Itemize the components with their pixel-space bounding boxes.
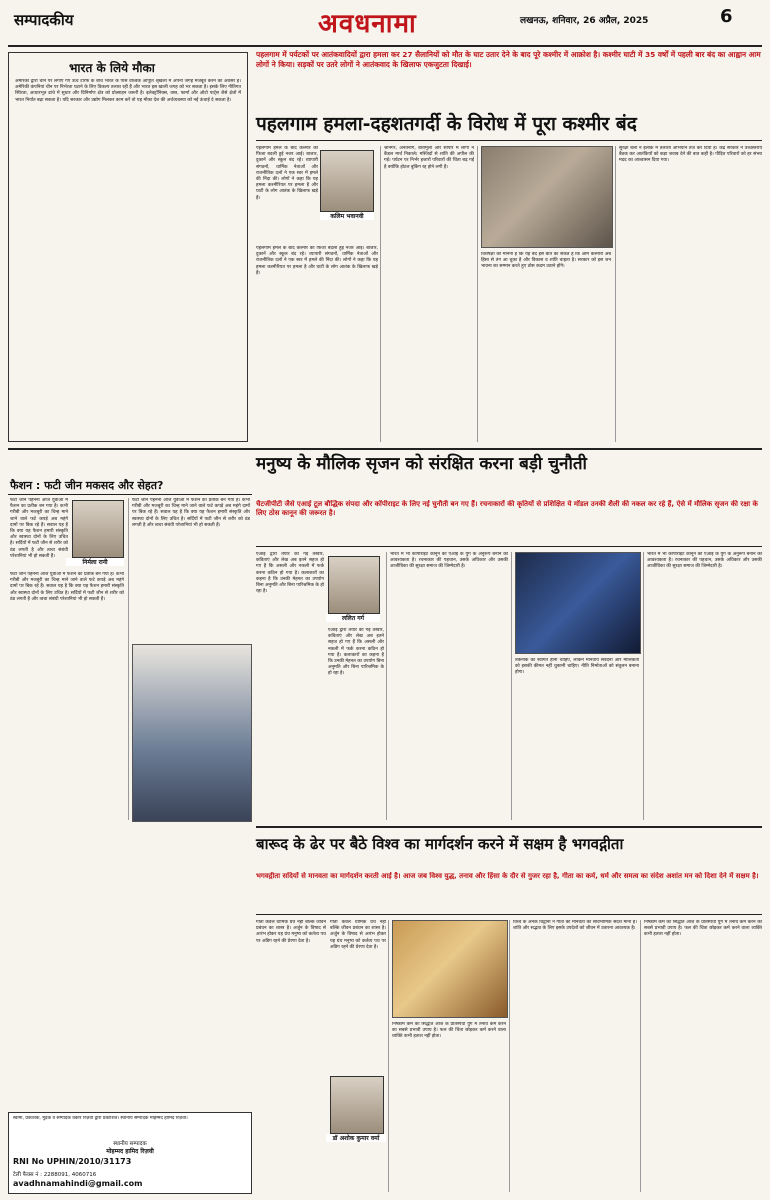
imprint-phone: टेली फैक्स नं : 2288091, 4060716 [13,1172,97,1178]
lead-author-photo [320,150,374,212]
creativity-col3: तकनीक का स्वागत होना चाहिए, लेकिन मानवीय संवेदना और मौलिकता को इसकी कीमत नहीं चुकानी चाहिए। नीति निर्माताओं को संतुलन बनाना होगा। [515,658,639,676]
column-divider [643,552,644,820]
creativity-author-photo [328,556,380,614]
column-divider [388,920,389,1192]
editorial-title: भारत के लिये मौका [69,61,155,75]
fashion-col2: फटी जीन पहनना आज युवाओं में फैशन का प्रतीक बन गया है। कभी गरीबी और मजबूरी का चिन्ह माने जाने वाले फटे कपड़े अब महंगे दामों पर बिक रहे हैं। सवाल यह है कि क्या यह फैशन हमारी संस्कृति और स्वास्थ्य दोनों के लिए उचित है। सर्दियों में फटी जीन से शरीर को ठंड लगती है और त्वचा संबंधी परेशानियां भी हो सकती हैं। [132,498,250,528]
section-rule [8,448,762,450]
lead-col4: सुरक्षा बलों ने इलाके में तलाशी अभियान तेज कर दिया है। केंद्र सरकार ने उच्चस्तरीय बैठक कर आतंकियों को कड़ा जवाब देने की बात कही है। पीड़ित परिवारों को हर संभव मदद का आश्वासन दिया गया। [619,146,762,164]
gita-photo [392,920,508,1018]
gita-col4: निष्काम कर्म का सिद्धांत आज के प्रतिस्पर्धी युग में तनाव कम करने का सबसे प्रभावी उपाय है। फल की चिंता छोड़कर कर्म करने वाला व्यक्ति कभी हताश नहीं होता। [644,920,762,938]
creativity-col4: भारत में भी कॉपीराइट कानून को एआई के युग के अनुरूप बनाने की आवश्यकता है। रचनाकार की पहचान, उसके अधिकार और उसकी आजीविका की सुरक्षा समाज की जिम्मेदारी है। [647,552,762,570]
lead-col1: पहलगाम हमले के बाद कश्मीर की फिजा बदली हुई नजर आई। बाजार, दुकानें और स्कूल बंद रहे। व्यापारी संगठनों, धार्मिक नेताओं और राजनीतिक दलों ने एक स्वर में हमले की निंदा की। लोगों ने कहा कि यह हमला कश्मीरियत पर हमला है और घाटी के लोग आतंक के खिलाफ खड़े हैं। [256,146,318,201]
lead-deck: पहलगाम में पर्यटकों पर आतंकवादियों द्वारा हमला कर 27 सैलानियों को मौत के घाट उतार देने के बाद पूरे कश्मीर में आक्रोश है। कश्मीर घाटी में 35 वर्षों में पहली बार बंद का आह्वान आम लोगों ने किया। सड़कों पर उतरे लोगों ने आतंकवाद के खिलाफ एकजुटता दिखाई। [256,50,761,69]
creativity-headline: मनुष्य के मौलिक सृजन को संरक्षित करना बड़ी चुनौती [256,454,587,474]
gita-author-photo [330,1076,384,1134]
masthead [0,0,770,46]
lead-photo [481,146,613,248]
column-divider [615,146,616,442]
gita-col3: विश्व के अनेक विद्वानों ने गीता को मानवता का सार्वभौमिक संदेश माना है। शांति और सद्भाव के लिए इसके उपदेशों को जीवन में उतारना आवश्यक है। [513,920,637,932]
gita-author-name: डॉ अशोक कुमार वर्मा [326,1134,386,1142]
creativity-col2: भारत में भी कॉपीराइट कानून को एआई के युग के अनुरूप बनाने की आवश्यकता है। रचनाकार की पहचान, उसके अधिकार और उसकी आजीविका की सुरक्षा समाज की जिम्मेदारी है। [390,552,508,570]
fashion-photo [132,644,252,822]
fashion-col1: फटी जीन पहनना आज युवाओं में फैशन का प्रतीक बन गया है। कभी गरीबी और मजबूरी का चिन्ह माने जाने वाले फटे कपड़े अब महंगे दामों पर बिक रहे हैं। सवाल यह है कि क्या यह फैशन हमारी संस्कृति और स्वास्थ्य दोनों के लिए उचित है। सर्दियों में फटी जीन से शरीर को ठंड लगती है और त्वचा संबंधी परेशानियां भी हो सकती हैं। [10,498,68,559]
creativity-author-name: ललित गर्ग [326,614,380,622]
editorial-box [8,52,248,442]
imprint-rni: RNI No UPHIN/2010/31173 [13,1157,132,1166]
lead-col3: विशेषज्ञों का मानना है कि यह बंद इस बात का संकेत है कि आम कश्मीरी अब हिंसा से तंग आ चुका है और विकास व शांति चाहता है। सरकार को इस जन भावना का सम्मान करते हुए ठोस कदम उठाने होंगे। [481,252,611,270]
gita-col2: निष्काम कर्म का सिद्धांत आज के प्रतिस्पर्धी युग में तनाव कम करने का सबसे प्रभावी उपाय है। फल की चिंता छोड़कर कर्म करने वाला व्यक्ति कभी हताश नहीं होता। [392,1022,506,1040]
imprint-box [8,1112,252,1194]
creativity-rule [256,546,762,547]
section-rule [256,826,762,828]
fashion-author-name: निर्मला रानी [66,558,124,566]
fashion-author-photo [72,500,124,558]
creativity-col1: एआई द्वारा तैयार की गई तस्वीरें, कविताएं और लेख अब इतने सहज हो गए हैं कि असली और नकली में फर्क करना कठिन हो गया है। कलाकारों का कहना है कि उनकी मेहनत का उपयोग बिना अनुमति और बिना पारिश्रमिक के हो रहा है। [256,552,324,595]
gita-headline: बारूद के ढेर पर बैठे विश्व का मार्गदर्शन करने में सक्षम है भगवद्गीता [256,835,624,853]
creativity-col1b: एआई द्वारा तैयार की गई तस्वीरें, कविताएं और लेख अब इतने सहज हो गए हैं कि असली और नकली में फर्क करना कठिन हो गया है। कलाकारों का कहना है कि उनकी मेहनत का उपयोग बिना अनुमति और बिना पारिश्रमिक के हो रहा है। [328,628,384,677]
fashion-rule [8,494,252,495]
column-divider [509,920,510,1192]
imprint-text: स्वामी, प्रकाशक, मुद्रक व सम्पादक वकार रिज़वी द्वारा प्रकाशित। स्थानीय सम्पादक मोहम्मद हामिद रिज़वी। [13,1116,188,1121]
editorial-body: अमेरिका द्वारा चीन पर लगाए गए ऊंचे टैरिफ के बीच भारत के पास वैश्विक आपूर्ति श्रृंखला में अपनी जगह मजबूत करने का अवसर है। अमेरिकी कंपनियां चीन पर निर्भरता घटाने के लिए विकल्प तलाश रही हैं और भारत इस खाली जगह को भर सकता है। इसके लिए नीतिगत स्थिरता, आधारभूत ढांचे में सुधार और विनिर्माण क्षेत्र को प्रोत्साहन जरूरी है। इलेक्ट्रॉनिक्स, वस्त्र, फार्मा और ऑटो पार्ट्स जैसे क्षेत्रों में भारत निर्यात बढ़ा सकता है। यदि सरकार और उद्योग मिलकर काम करें तो यह मौका देश की अर्थव्यवस्था को नई ऊंचाई दे सकता है। [15,79,241,103]
masthead-rule [8,45,762,47]
gita-col1: गीता केवल धार्मिक ग्रंथ नहीं बल्कि जीवन प्रबंधन का शास्त्र है। अर्जुन के विषाद से आरंभ होकर यह ग्रंथ मनुष्य को कर्तव्य पथ पर अडिग रहने की प्रेरणा देता है। [256,920,326,944]
lead-author-name: कलिम भवानवी [320,212,374,220]
gita-deck: भगवद्गीता सदियों से मानवता का मार्गदर्शन करती आई है। आज जब विश्व युद्ध, तनाव और हिंसा के दौर से गुजर रहा है, गीता का कर्म, धर्म और समत्व का संदेश अशांत मन को दिशा देने में सक्षम है। [256,872,759,880]
gita-col1b: गीता केवल धार्मिक ग्रंथ नहीं बल्कि जीवन प्रबंधन का शास्त्र है। अर्जुन के विषाद से आरंभ होकर यह ग्रंथ मनुष्य को कर्तव्य पथ पर अडिग रहने की प्रेरणा देता है। [330,920,386,950]
column-divider [380,146,381,442]
section-label: सम्पादकीय [14,11,74,29]
column-divider [511,552,512,820]
imprint-editor-label: स्थानीय सम्पादक [113,1141,147,1147]
imprint-editor: मोहम्मद हामिद रिज़वी [106,1148,154,1155]
column-divider [128,498,129,820]
newspaper-logo: अवधनामा [318,9,417,39]
column-divider [386,552,387,820]
column-divider [477,146,478,442]
column-divider [640,920,641,1192]
lead-headline: पहलगाम हमला-दहशतगर्दी के विरोध में पूरा कश्मीर बंद [256,113,637,135]
page-number: 6 [720,6,733,27]
fashion-title: फैशन : फटी जीन मकसद और सेहत? [10,479,164,492]
creativity-photo [515,552,641,654]
dateline: लखनऊ, शनिवार, 26 अप्रैल, 2025 [520,16,649,26]
lead-col1b: पहलगाम हमले के बाद कश्मीर की फिजा बदली हुई नजर आई। बाजार, दुकानें और स्कूल बंद रहे। व्यापारी संगठनों, धार्मिक नेताओं और राजनीतिक दलों ने एक स्वर में हमले की निंदा की। लोगों ने कहा कि यह हमला कश्मीरियत पर हमला है और घाटी के लोग आतंक के खिलाफ खड़े हैं। [256,246,378,276]
creativity-deck: चैटजीपीटी जैसे एआई टूल बौद्धिक संपदा और कॉपीराइट के लिए नई चुनौती बन गए हैं। रचनाकारों की कृतियों से प्रशिक्षित ये मॉडल उनकी शैली की नकल कर रहे हैं, ऐसे में मौलिक सृजन की रक्षा के लिए ठोस कानून की जरूरत है। [256,500,758,518]
gita-rule [256,914,762,915]
fashion-col1b: फटी जीन पहनना आज युवाओं में फैशन का प्रतीक बन गया है। कभी गरीबी और मजबूरी का चिन्ह माने जाने वाले फटे कपड़े अब महंगे दामों पर बिक रहे हैं। सवाल यह है कि क्या यह फैशन हमारी संस्कृति और स्वास्थ्य दोनों के लिए उचित है। सर्दियों में फटी जीन से शरीर को ठंड लगती है और त्वचा संबंधी परेशानियां भी हो सकती हैं। [10,572,124,602]
lead-rule [256,140,762,141]
imprint-email[interactable]: avadhnamahindi@gmail.com [13,1179,143,1188]
lead-col2: श्रीनगर, अनंतनाग, बारामूला और सोपोर में लोगों ने कैंडल मार्च निकाले। मस्जिदों से शांति की अपील की गई। पर्यटन पर निर्भर हजारों परिवारों की चिंता बढ़ गई है क्योंकि होटल बुकिंग रद्द होने लगी हैं। [384,146,474,170]
